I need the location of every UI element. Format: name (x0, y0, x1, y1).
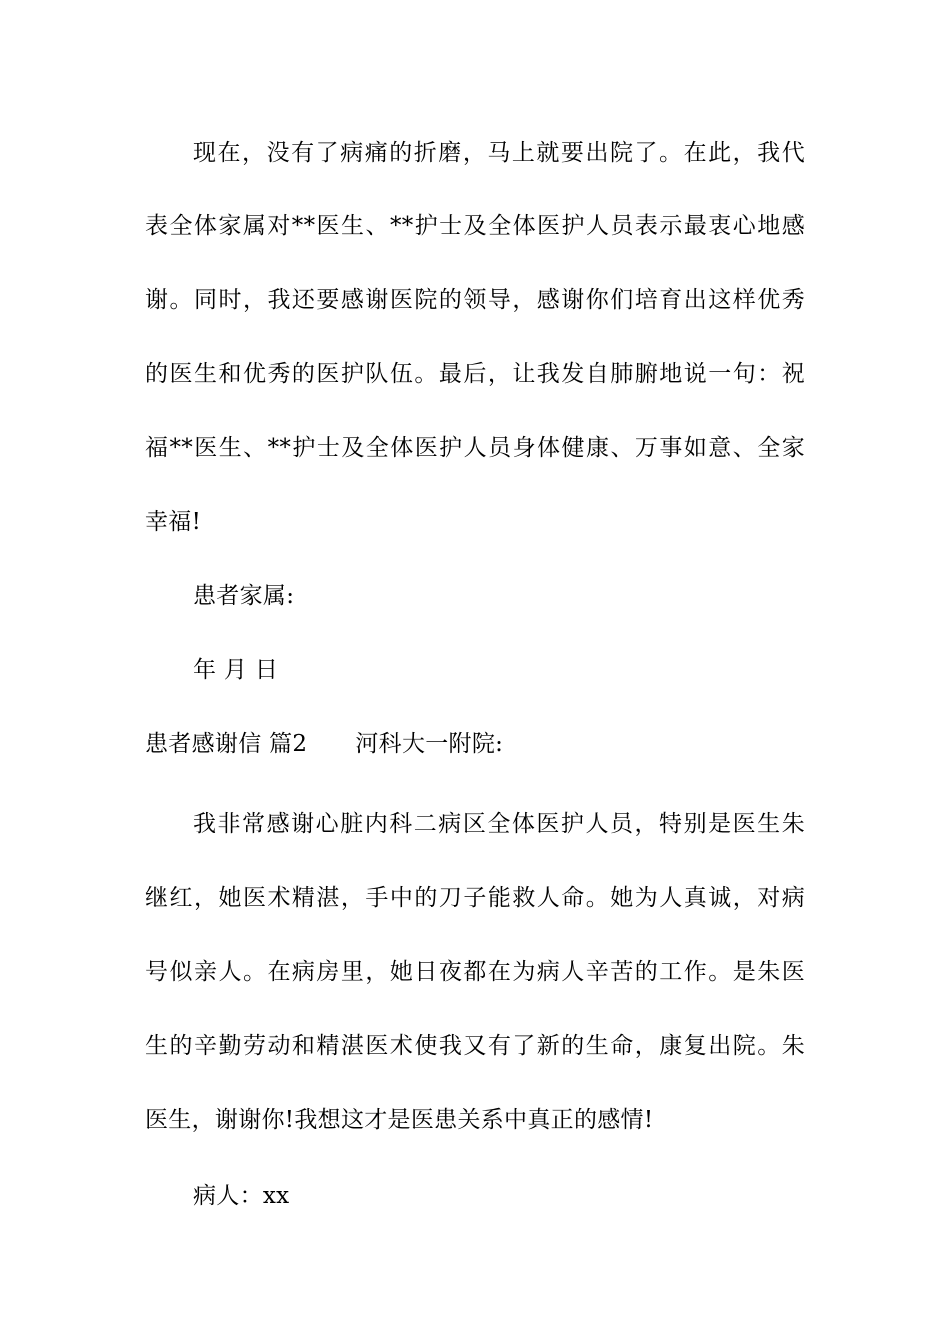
letter1-paragraph-line: 表全体家属对**医生、**护士及全体医护人员表示最衷心地感 (145, 213, 805, 239)
letter2-paragraph-line: 继红，她医术精湛，手中的刀子能救人命。她为人真诚，对病 (145, 885, 805, 911)
letter2-paragraph-line: 我非常感谢心脏内科二病区全体医护人员，特别是医生朱 (193, 811, 805, 837)
letter2-signature: 病人：xx (193, 1183, 290, 1209)
letter2-title: 患者感谢信 篇2 (145, 731, 308, 757)
letter1-paragraph-line: 现在，没有了病痛的折磨，马上就要出院了。在此，我代 (193, 140, 805, 166)
letter2-paragraph-line: 生的辛勤劳动和精湛医术使我又有了新的生命，康复出院。朱 (145, 1033, 805, 1059)
letter1-paragraph-line: 谢。同时，我还要感谢医院的领导，感谢你们培育出这样优秀 (145, 287, 805, 313)
letter1-paragraph-line: 幸福! (145, 509, 202, 535)
letter2-heading (145, 728, 805, 760)
letter1-date: 年 月 日 (193, 657, 279, 683)
letter2-paragraph-line: 号似亲人。在病房里，她日夜都在为病人辛苦的工作。是朱医 (145, 959, 805, 985)
letter2-paragraph-line: 医生，谢谢你!我想这才是医患关系中真正的感情! (145, 1107, 654, 1133)
letter1-paragraph-line: 福**医生、**护士及全体医护人员身体健康、万事如意、全家 (145, 435, 805, 461)
letter1-signature: 患者家属: (193, 583, 295, 609)
letter1-paragraph-line: 的医生和优秀的医护队伍。最后，让我发自肺腑地说一句：祝 (145, 361, 805, 387)
letter2-salutation: 河科大一附院: (355, 731, 504, 757)
